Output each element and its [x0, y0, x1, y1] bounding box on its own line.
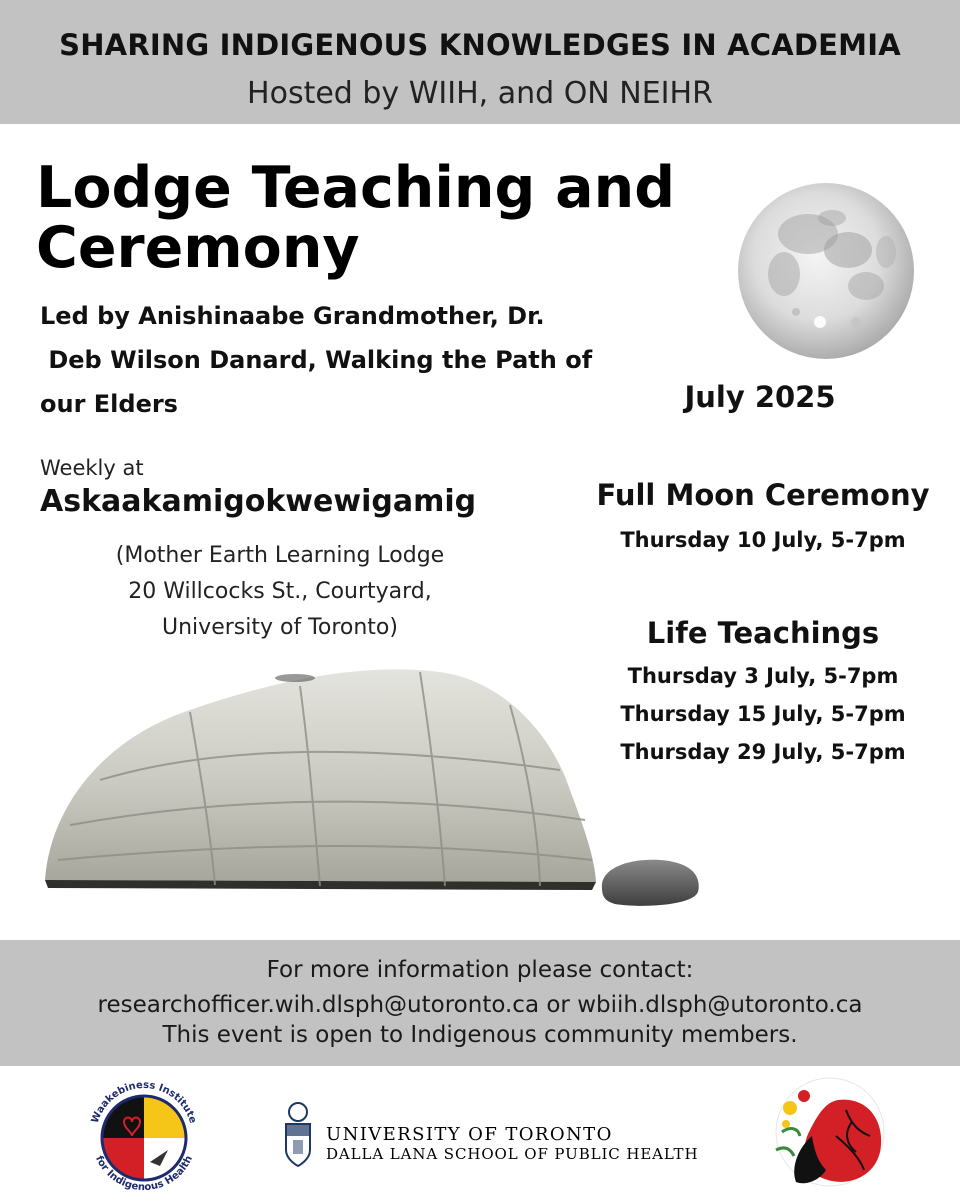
address-line-1: (Mother Earth Learning Lodge: [115, 543, 445, 568]
weekly-label: Weekly at: [40, 456, 144, 480]
led-by-line-1: Led by Anishinaabe Grandmother, Dr.: [40, 302, 545, 330]
event-title: [36, 155, 736, 281]
uoft-name: UNIVERSITY OF TORONTO: [326, 1124, 613, 1145]
full-moon-image: [736, 182, 916, 360]
address-line-2: 20 Willcocks St., Courtyard,: [128, 579, 432, 604]
lodge-address: [100, 538, 460, 646]
lodge-name: Askaakamigokwewigamig: [40, 484, 477, 519]
led-by-line-3: our Elders: [40, 390, 178, 418]
event-title-line-2: Ceremony: [36, 215, 360, 281]
address-line-3: University of Toronto): [162, 615, 398, 640]
uoft-logo: [286, 1103, 698, 1166]
life-teachings-heading: Life Teachings: [646, 616, 880, 650]
life-teachings-date-2: Thursday 15 July, 5-7pm: [620, 702, 906, 726]
contact-heading: For more information please contact:: [266, 957, 694, 983]
contact-emails: researchofficer.wih.dlsph@utoronto.ca or wbiih.dlsph@utoronto.ca: [97, 992, 863, 1018]
led-by-text: [40, 294, 660, 426]
led-by-line-2: Deb Wilson Danard, Walking the Path of: [40, 346, 593, 374]
life-teachings-date-3: Thursday 29 July, 5-7pm: [620, 740, 906, 764]
event-title-line-1: Lodge Teaching and: [36, 155, 675, 221]
waakebiness-arc-bottom: for Indigenous Health: [93, 1154, 195, 1194]
full-moon-heading: Full Moon Ceremony: [596, 478, 930, 512]
life-teachings-date-1: Thursday 3 July, 5-7pm: [627, 664, 899, 688]
uoft-school: DALLA LANA SCHOOL OF PUBLIC HEALTH: [326, 1145, 699, 1163]
series-title: SHARING INDIGENOUS KNOWLEDGES IN ACADEMIA: [59, 28, 901, 62]
on-neihr-logo: [776, 1078, 884, 1186]
full-moon-date: Thursday 10 July, 5-7pm: [620, 528, 906, 552]
partner-logos: [0, 1066, 960, 1200]
eligibility-note: This event is open to Indigenous community members.: [162, 1022, 798, 1048]
waakebiness-arc-top: Waakebiness Institute: [89, 1079, 199, 1125]
hosts-subtitle: Hosted by WIIH, and ON NEIHR: [247, 76, 713, 111]
waakebiness-logo: [90, 1080, 198, 1193]
event-month: July 2025: [684, 380, 836, 414]
lodge-image: [40, 660, 710, 920]
